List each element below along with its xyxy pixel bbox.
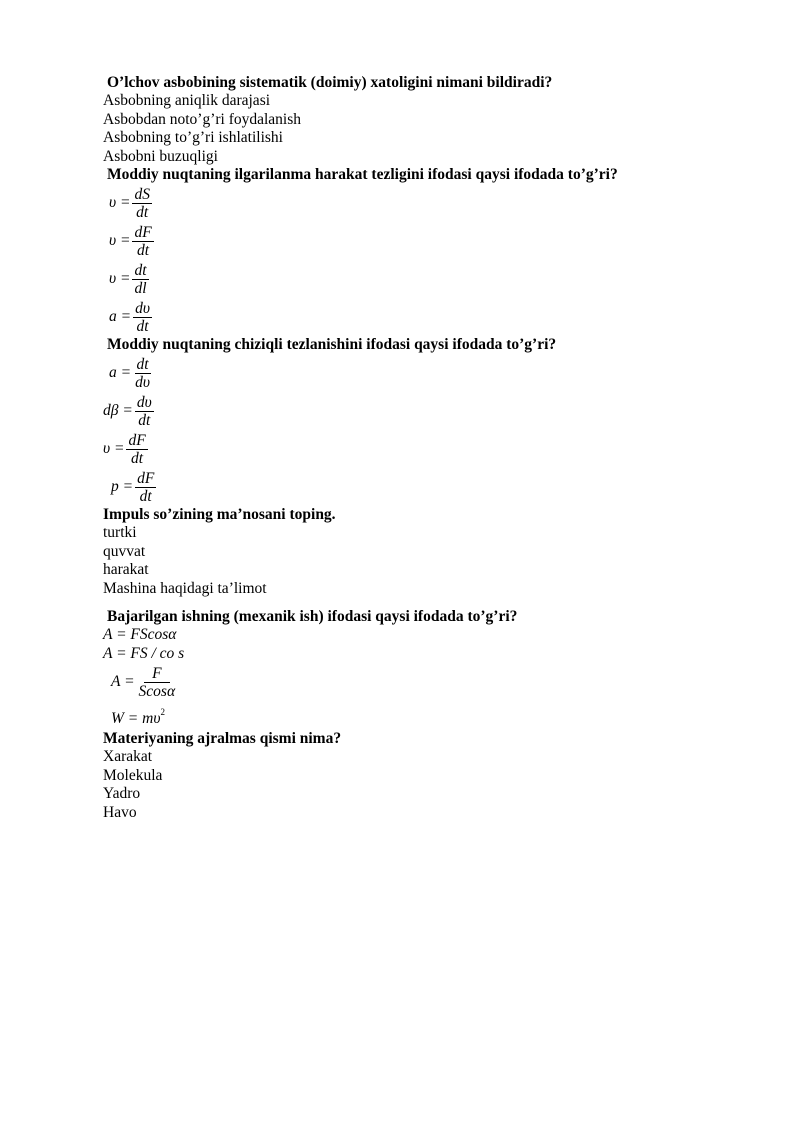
formula-lhs: a =	[109, 364, 132, 381]
formula-lhs: υ =	[103, 440, 125, 457]
answer-option: Havo	[103, 803, 137, 821]
formula-option	[103, 701, 743, 730]
formula-option	[103, 392, 743, 430]
denominator: Scosα	[138, 682, 176, 700]
answer-option: Asbobning aniqlik darajasi	[103, 92, 271, 109]
answer-option: Asbobdan noto’g’ri foydalanish	[103, 110, 302, 128]
formula-option	[103, 430, 743, 468]
formula-option	[103, 184, 743, 222]
fraction	[135, 394, 154, 429]
fraction	[137, 665, 178, 700]
fraction	[133, 300, 152, 335]
question-6: Materiyaning ajralmas qismi nima?	[103, 730, 342, 747]
question-1: O’lchov asbobining sistematik (doimiy) xatoligini nimani bildiradi?	[107, 74, 553, 91]
numerator: dF	[137, 469, 155, 487]
formula-lhs: p =	[111, 478, 134, 495]
numerator: dF	[128, 431, 146, 449]
fraction	[126, 432, 147, 467]
answer-option: harakat	[103, 561, 149, 578]
formula-lhs: υ =	[109, 194, 131, 211]
numerator: dυ	[135, 299, 150, 317]
answer-option: Yadro	[103, 785, 141, 802]
formula-option	[103, 468, 743, 506]
numerator: dS	[134, 185, 150, 203]
exponent: 2	[160, 707, 165, 717]
numerator: dt	[136, 355, 149, 373]
formula-lhs: a =	[109, 308, 132, 325]
numerator: F	[144, 665, 169, 683]
numerator: dυ	[136, 393, 152, 411]
denominator: dυ	[135, 373, 150, 391]
denominator: dt	[136, 317, 149, 335]
formula-lhs: υ =	[109, 270, 131, 287]
fraction	[135, 470, 156, 505]
numerator: dF	[134, 223, 152, 241]
formula-option	[103, 260, 743, 298]
formula-option: A = FScosα	[103, 626, 177, 643]
question-3: Moddiy nuqtaning chiziqli tezlanishini ifodasi qaysi ifodada to’g’ri?	[107, 336, 557, 353]
denominator: dt	[139, 487, 152, 505]
formula-lhs: dβ =	[103, 402, 133, 419]
formula-option	[103, 354, 743, 392]
answer-option: Molekula	[103, 766, 163, 784]
denominator: dl	[134, 279, 147, 297]
fraction	[133, 356, 152, 391]
answer-option: quvvat	[103, 542, 146, 560]
document-page	[103, 74, 743, 822]
formula-option: A = FS / co s	[103, 644, 185, 662]
fraction	[132, 262, 148, 297]
question-2: Moddiy nuqtaning ilgarilanma harakat tezligini ifodasi qaysi ifodada to’g’ri?	[107, 166, 618, 183]
denominator: dt	[136, 203, 149, 221]
fraction	[132, 224, 153, 259]
formula-lhs: υ =	[109, 232, 131, 249]
question-5: Bajarilgan ishning (mexanik ish) ifodasi qaysi ifodada to’g’ri?	[107, 608, 518, 625]
formula-lhs: A =	[111, 673, 135, 690]
question-4: Impuls so’zining ma’nosani toping.	[103, 506, 336, 523]
answer-option: Xarakat	[103, 748, 153, 765]
formula-option	[103, 222, 743, 260]
answer-option: Asbobning to’g’ri ishlatilishi	[103, 129, 283, 146]
answer-option: Mashina haqidagi ta’limot	[103, 579, 267, 597]
fraction	[132, 186, 152, 221]
denominator: dt	[138, 411, 151, 429]
answer-option: Asbobni buzuqligi	[103, 147, 218, 165]
numerator: dt	[134, 261, 147, 279]
spacer	[103, 598, 743, 608]
formula-option	[103, 663, 743, 701]
denominator: dt	[131, 449, 144, 467]
answer-option: turtki	[103, 524, 137, 541]
formula-option	[103, 298, 743, 336]
denominator: dt	[137, 241, 150, 259]
formula-base: W = mυ	[111, 710, 161, 727]
